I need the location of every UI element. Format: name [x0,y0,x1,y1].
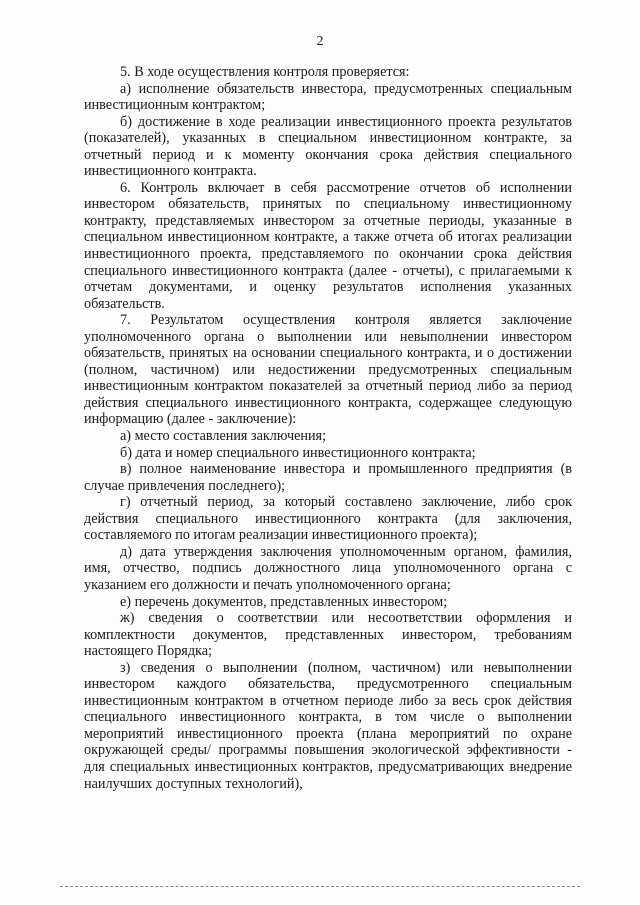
paragraph-5: 5. В ходе осуществления контроля проверяется: [120,64,410,80]
paragraph-7b: б) дата и номер специального инвестиционного контракта; [120,444,476,461]
paragraph-7a: а) место составления заключения; [120,428,327,445]
paragraph-7d: д) дата утверждения заключения уполномоченным органом, фамилия, имя, отчество, подпись должностного лица уполномоченного органа с указанием его должности и печать уполномоченного органа; [84,543,572,593]
document-body [84,64,572,792]
paragraph-7g: г) отчетный период, за который составлено заключение, либо срок действия специального инвестиционного контракта (для заключения, составляемого по итогам реализации инвестиционного проекта); [84,494,572,544]
paragraph-7zh: ж) сведения о соответствии или несоответствии оформления и комплектности документов, представленных инвестором, требованиям настоящего Порядка; [84,610,572,660]
paragraph-7e: е) перечень документов, представленных инвестором; [120,593,448,610]
paragraph-5a: а) исполнение обязательств инвестора, предусмотренных специальным инвестиционным контрактом; [84,80,572,114]
paragraph-5b: б) достижение в ходе реализации инвестиционного проекта результатов (показателей), указанных в специальном инвестиционном контракте, за отчетный период и к моменту окончания срока действия специального инвестиционного контракта. [84,113,572,180]
page-number: 2 [316,34,324,49]
paragraph-7z: з) сведения о выполнении (полном, частичном) или невыполнении инвестором каждого обязательства, предусмотренного специальным инвестиционным контрактом в отчетном периоде либо за весь срок действия специального инвестиционного контракта, в том числе о выполнении мероприятий инвестиционного проекта (плана мероприятий по охране окружающей среды/ программы повышения экологической эффективности - для специальных инвестиционных контрактов, предусматривающих внедрение наилучших доступных технологий), [84,659,572,792]
scan-edge-rule [60,886,580,887]
paragraph-7v: в) полное наименование инвестора и промышленного предприятия (в случае привлечения последнего); [84,461,572,494]
paragraph-6: 6. Контроль включает в себя рассмотрение отчетов об исполнении инвестором обязательств, принятых по специальному инвестиционному контракту, представляемых инвестором за отчетные периоды, указанные в специальном инвестиционном контракте, а также отчета об итогах реализации инвестиционного проекта, представляемого по окончании срока действия специального инвестиционного контракта (далее - отчеты), с прилагаемыми к отчетам документами, и оценку результатов исполнения указанных обязательств. [84,179,572,312]
paragraph-7: 7. Результатом осуществления контроля является заключение уполномоченного органа о выполнении или невыполнении инвестором обязательств, принятых на основании специального контракта, и о достижении (полном, частичном) или недостижении предусмотренных специальным инвестиционным контрактом показателей за отчетный период либо за период действия специального инвестиционного контракта, содержащее следующую информацию (далее - заключение): [84,312,572,428]
